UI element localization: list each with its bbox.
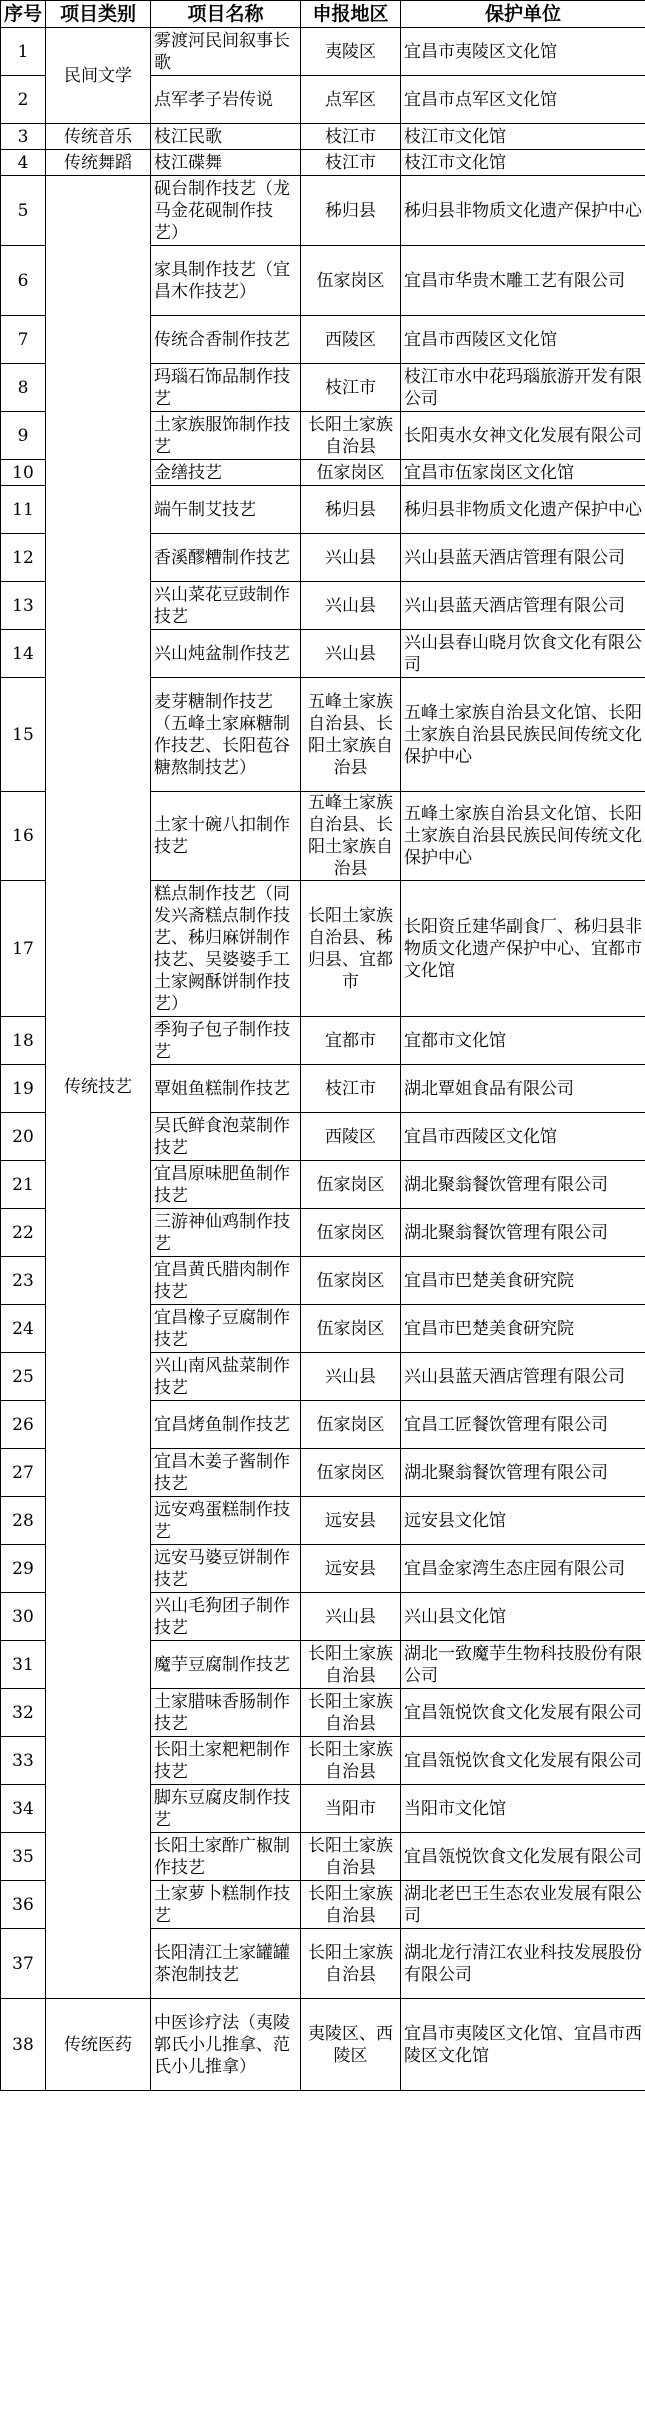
header-category: 项目类别 (46, 1, 151, 28)
cell-no: 29 (1, 1545, 46, 1593)
header-no: 序号 (1, 1, 46, 28)
cell-area: 远安县 (301, 1545, 401, 1593)
cell-area: 西陵区 (301, 1113, 401, 1161)
cell-project-name: 宜昌橡子豆腐制作技艺 (151, 1305, 301, 1353)
cell-no: 16 (1, 792, 46, 881)
cell-protection-unit: 五峰土家族自治县文化馆、长阳土家族自治县民族民间传统文化保护中心 (401, 678, 645, 792)
cell-project-name: 魔芋豆腐制作技艺 (151, 1641, 301, 1689)
cell-protection-unit: 湖北聚翁餐饮管理有限公司 (401, 1449, 645, 1497)
cell-no: 5 (1, 176, 46, 246)
cell-no: 13 (1, 582, 46, 630)
cell-area: 秭归县 (301, 176, 401, 246)
cell-area: 五峰土家族自治县、长阳土家族自治县 (301, 678, 401, 792)
cell-area: 秭归县 (301, 486, 401, 534)
cell-area: 西陵区 (301, 316, 401, 364)
header-name: 项目名称 (151, 1, 301, 28)
cell-protection-unit: 宜昌金家湾生态庄园有限公司 (401, 1545, 645, 1593)
cell-no: 7 (1, 316, 46, 364)
cell-no: 34 (1, 1785, 46, 1833)
cell-protection-unit: 长阳夷水女神文化发展有限公司 (401, 412, 645, 460)
cell-area: 远安县 (301, 1497, 401, 1545)
cell-area: 当阳市 (301, 1785, 401, 1833)
cell-area: 兴山县 (301, 630, 401, 678)
cell-no: 6 (1, 246, 46, 316)
cell-area: 兴山县 (301, 1353, 401, 1401)
cell-project-name: 兴山炖盆制作技艺 (151, 630, 301, 678)
header-area: 申报地区 (301, 1, 401, 28)
cell-area: 兴山县 (301, 1593, 401, 1641)
table-row (1, 124, 645, 150)
cell-project-name: 吴氏鲜食泡菜制作技艺 (151, 1113, 301, 1161)
cell-no: 24 (1, 1305, 46, 1353)
cell-no: 22 (1, 1209, 46, 1257)
cell-area: 长阳土家族自治县、秭归县、宜都市 (301, 881, 401, 1017)
cell-protection-unit: 当阳市文化馆 (401, 1785, 645, 1833)
cell-protection-unit: 湖北老巴王生态农业发展有限公司 (401, 1881, 645, 1929)
cell-protection-unit: 兴山县蓝天酒店管理有限公司 (401, 582, 645, 630)
cell-protection-unit: 湖北龙行清江农业科技发展股份有限公司 (401, 1929, 645, 1999)
cell-no: 36 (1, 1881, 46, 1929)
cell-no: 12 (1, 534, 46, 582)
cell-project-name: 麦芽糖制作技艺（五峰土家麻糖制作技艺、长阳苞谷糖熬制技艺） (151, 678, 301, 792)
cell-protection-unit: 兴山县春山晓月饮食文化有限公司 (401, 630, 645, 678)
cell-area: 枝江市 (301, 124, 401, 150)
cell-protection-unit: 兴山县蓝天酒店管理有限公司 (401, 1353, 645, 1401)
cell-no: 11 (1, 486, 46, 534)
cell-protection-unit: 宜昌市巴楚美食研究院 (401, 1257, 645, 1305)
cell-no: 26 (1, 1401, 46, 1449)
cell-no: 31 (1, 1641, 46, 1689)
cell-project-name: 雾渡河民间叙事长歌 (151, 28, 301, 76)
cell-area: 枝江市 (301, 364, 401, 412)
cell-no: 3 (1, 124, 46, 150)
cell-no: 37 (1, 1929, 46, 1999)
cell-no: 25 (1, 1353, 46, 1401)
cell-no: 21 (1, 1161, 46, 1209)
cell-no: 32 (1, 1689, 46, 1737)
cell-no: 15 (1, 678, 46, 792)
cell-project-name: 家具制作技艺（宜昌木作技艺） (151, 246, 301, 316)
cell-project-name: 兴山菜花豆豉制作技艺 (151, 582, 301, 630)
cell-protection-unit: 湖北聚翁餐饮管理有限公司 (401, 1161, 645, 1209)
cell-project-name: 糕点制作技艺（同发兴斋糕点制作技艺、秭归麻饼制作技艺、吴婆婆手工土家阙酥饼制作技艺） (151, 881, 301, 1017)
cell-project-name: 覃姐鱼糕制作技艺 (151, 1065, 301, 1113)
table-body (1, 28, 645, 2091)
cell-category: 传统舞蹈 (46, 150, 151, 176)
cell-area: 枝江市 (301, 150, 401, 176)
cell-no: 38 (1, 1999, 46, 2091)
cell-project-name: 点军孝子岩传说 (151, 76, 301, 124)
cell-project-name: 枝江碟舞 (151, 150, 301, 176)
cell-no: 2 (1, 76, 46, 124)
cell-project-name: 土家族服饰制作技艺 (151, 412, 301, 460)
cell-protection-unit: 宜昌市伍家岗区文化馆 (401, 460, 645, 486)
cell-no: 33 (1, 1737, 46, 1785)
cell-protection-unit: 远安县文化馆 (401, 1497, 645, 1545)
cell-project-name: 宜昌黄氏腊肉制作技艺 (151, 1257, 301, 1305)
cell-area: 长阳土家族自治县 (301, 1929, 401, 1999)
cell-protection-unit: 枝江市文化馆 (401, 124, 645, 150)
cell-project-name: 中医诊疗法（夷陵郭氏小儿推拿、范氏小儿推拿） (151, 1999, 301, 2091)
cell-protection-unit: 兴山县蓝天酒店管理有限公司 (401, 534, 645, 582)
cell-project-name: 枝江民歌 (151, 124, 301, 150)
cell-area: 长阳土家族自治县 (301, 412, 401, 460)
table-row (1, 1999, 645, 2091)
cell-no: 9 (1, 412, 46, 460)
cell-area: 长阳土家族自治县 (301, 1689, 401, 1737)
cell-protection-unit: 长阳资丘建华副食厂、秭归县非物质文化遗产保护中心、宜都市文化馆 (401, 881, 645, 1017)
cell-no: 27 (1, 1449, 46, 1497)
cell-protection-unit: 宜昌市夷陵区文化馆 (401, 28, 645, 76)
cell-project-name: 端午制艾技艺 (151, 486, 301, 534)
cell-category: 传统医药 (46, 1999, 151, 2091)
cell-category: 传统技艺 (46, 176, 151, 1999)
cell-area: 伍家岗区 (301, 1401, 401, 1449)
cell-project-name: 兴山南风盐菜制作技艺 (151, 1353, 301, 1401)
cell-protection-unit: 秭归县非物质文化遗产保护中心 (401, 486, 645, 534)
cell-protection-unit: 宜昌瓴悦饮食文化发展有限公司 (401, 1737, 645, 1785)
cell-no: 4 (1, 150, 46, 176)
cell-protection-unit: 宜昌市巴楚美食研究院 (401, 1305, 645, 1353)
cell-protection-unit: 宜昌市点军区文化馆 (401, 76, 645, 124)
cell-protection-unit: 湖北覃姐食品有限公司 (401, 1065, 645, 1113)
cell-area: 五峰土家族自治县、长阳土家族自治县 (301, 792, 401, 881)
cell-protection-unit: 宜昌市西陵区文化馆 (401, 1113, 645, 1161)
cell-protection-unit: 宜昌市西陵区文化馆 (401, 316, 645, 364)
cell-project-name: 长阳清江土家罐罐茶泡制技艺 (151, 1929, 301, 1999)
cell-category: 传统音乐 (46, 124, 151, 150)
cell-no: 1 (1, 28, 46, 76)
cell-project-name: 金缮技艺 (151, 460, 301, 486)
cell-protection-unit: 枝江市文化馆 (401, 150, 645, 176)
cell-area: 伍家岗区 (301, 460, 401, 486)
cell-project-name: 传统合香制作技艺 (151, 316, 301, 364)
cell-no: 23 (1, 1257, 46, 1305)
table-header-row (1, 1, 645, 28)
cell-project-name: 兴山毛狗团子制作技艺 (151, 1593, 301, 1641)
cell-area: 夷陵区 (301, 28, 401, 76)
cell-no: 17 (1, 881, 46, 1017)
cell-protection-unit: 兴山县文化馆 (401, 1593, 645, 1641)
table-row (1, 176, 645, 246)
cell-project-name: 长阳土家粑粑制作技艺 (151, 1737, 301, 1785)
cell-no: 28 (1, 1497, 46, 1545)
cell-area: 兴山县 (301, 582, 401, 630)
cell-area: 长阳土家族自治县 (301, 1881, 401, 1929)
cell-area: 枝江市 (301, 1065, 401, 1113)
cell-area: 点军区 (301, 76, 401, 124)
cell-project-name: 香溪醪糟制作技艺 (151, 534, 301, 582)
cell-no: 10 (1, 460, 46, 486)
cell-protection-unit: 宜昌瓴悦饮食文化发展有限公司 (401, 1833, 645, 1881)
cell-project-name: 长阳土家酢广椒制作技艺 (151, 1833, 301, 1881)
cell-category: 民间文学 (46, 28, 151, 124)
cell-area: 长阳土家族自治县 (301, 1833, 401, 1881)
cell-area: 夷陵区、西陵区 (301, 1999, 401, 2091)
cell-area: 伍家岗区 (301, 1305, 401, 1353)
cell-area: 伍家岗区 (301, 1209, 401, 1257)
cell-area: 伍家岗区 (301, 1449, 401, 1497)
cell-protection-unit: 枝江市水中花玛瑙旅游开发有限公司 (401, 364, 645, 412)
cell-project-name: 砚台制作技艺（龙马金花砚制作技艺） (151, 176, 301, 246)
cell-project-name: 脚东豆腐皮制作技艺 (151, 1785, 301, 1833)
header-unit: 保护单位 (401, 1, 645, 28)
cell-protection-unit: 宜昌工匠餐饮管理有限公司 (401, 1401, 645, 1449)
cell-project-name: 宜昌原味肥鱼制作技艺 (151, 1161, 301, 1209)
cell-project-name: 土家腊味香肠制作技艺 (151, 1689, 301, 1737)
cell-no: 14 (1, 630, 46, 678)
table-row (1, 28, 645, 76)
cell-project-name: 宜昌木姜子酱制作技艺 (151, 1449, 301, 1497)
cell-project-name: 土家萝卜糕制作技艺 (151, 1881, 301, 1929)
cell-area: 伍家岗区 (301, 246, 401, 316)
cell-area: 宜都市 (301, 1017, 401, 1065)
cell-project-name: 季狗子包子制作技艺 (151, 1017, 301, 1065)
cell-no: 19 (1, 1065, 46, 1113)
cell-project-name: 远安马婆豆饼制作技艺 (151, 1545, 301, 1593)
cell-no: 20 (1, 1113, 46, 1161)
cell-project-name: 玛瑙石饰品制作技艺 (151, 364, 301, 412)
cell-area: 长阳土家族自治县 (301, 1641, 401, 1689)
cell-protection-unit: 宜昌市夷陵区文化馆、宜昌市西陵区文化馆 (401, 1999, 645, 2091)
cell-project-name: 三游神仙鸡制作技艺 (151, 1209, 301, 1257)
cell-area: 长阳土家族自治县 (301, 1737, 401, 1785)
cell-protection-unit: 宜昌市华贵木雕工艺有限公司 (401, 246, 645, 316)
table-row (1, 150, 645, 176)
cell-protection-unit: 秭归县非物质文化遗产保护中心 (401, 176, 645, 246)
cell-no: 18 (1, 1017, 46, 1065)
cell-protection-unit: 湖北聚翁餐饮管理有限公司 (401, 1209, 645, 1257)
cell-no: 8 (1, 364, 46, 412)
cell-area: 伍家岗区 (301, 1257, 401, 1305)
cell-project-name: 宜昌烤鱼制作技艺 (151, 1401, 301, 1449)
cell-project-name: 土家十碗八扣制作技艺 (151, 792, 301, 881)
cell-project-name: 远安鸡蛋糕制作技艺 (151, 1497, 301, 1545)
cell-area: 兴山县 (301, 534, 401, 582)
cell-no: 35 (1, 1833, 46, 1881)
cell-protection-unit: 宜都市文化馆 (401, 1017, 645, 1065)
cell-protection-unit: 湖北一致魔芋生物科技股份有限公司 (401, 1641, 645, 1689)
cell-no: 30 (1, 1593, 46, 1641)
cell-area: 伍家岗区 (301, 1161, 401, 1209)
cell-protection-unit: 五峰土家族自治县文化馆、长阳土家族自治县民族民间传统文化保护中心 (401, 792, 645, 881)
cell-protection-unit: 宜昌瓴悦饮食文化发展有限公司 (401, 1689, 645, 1737)
